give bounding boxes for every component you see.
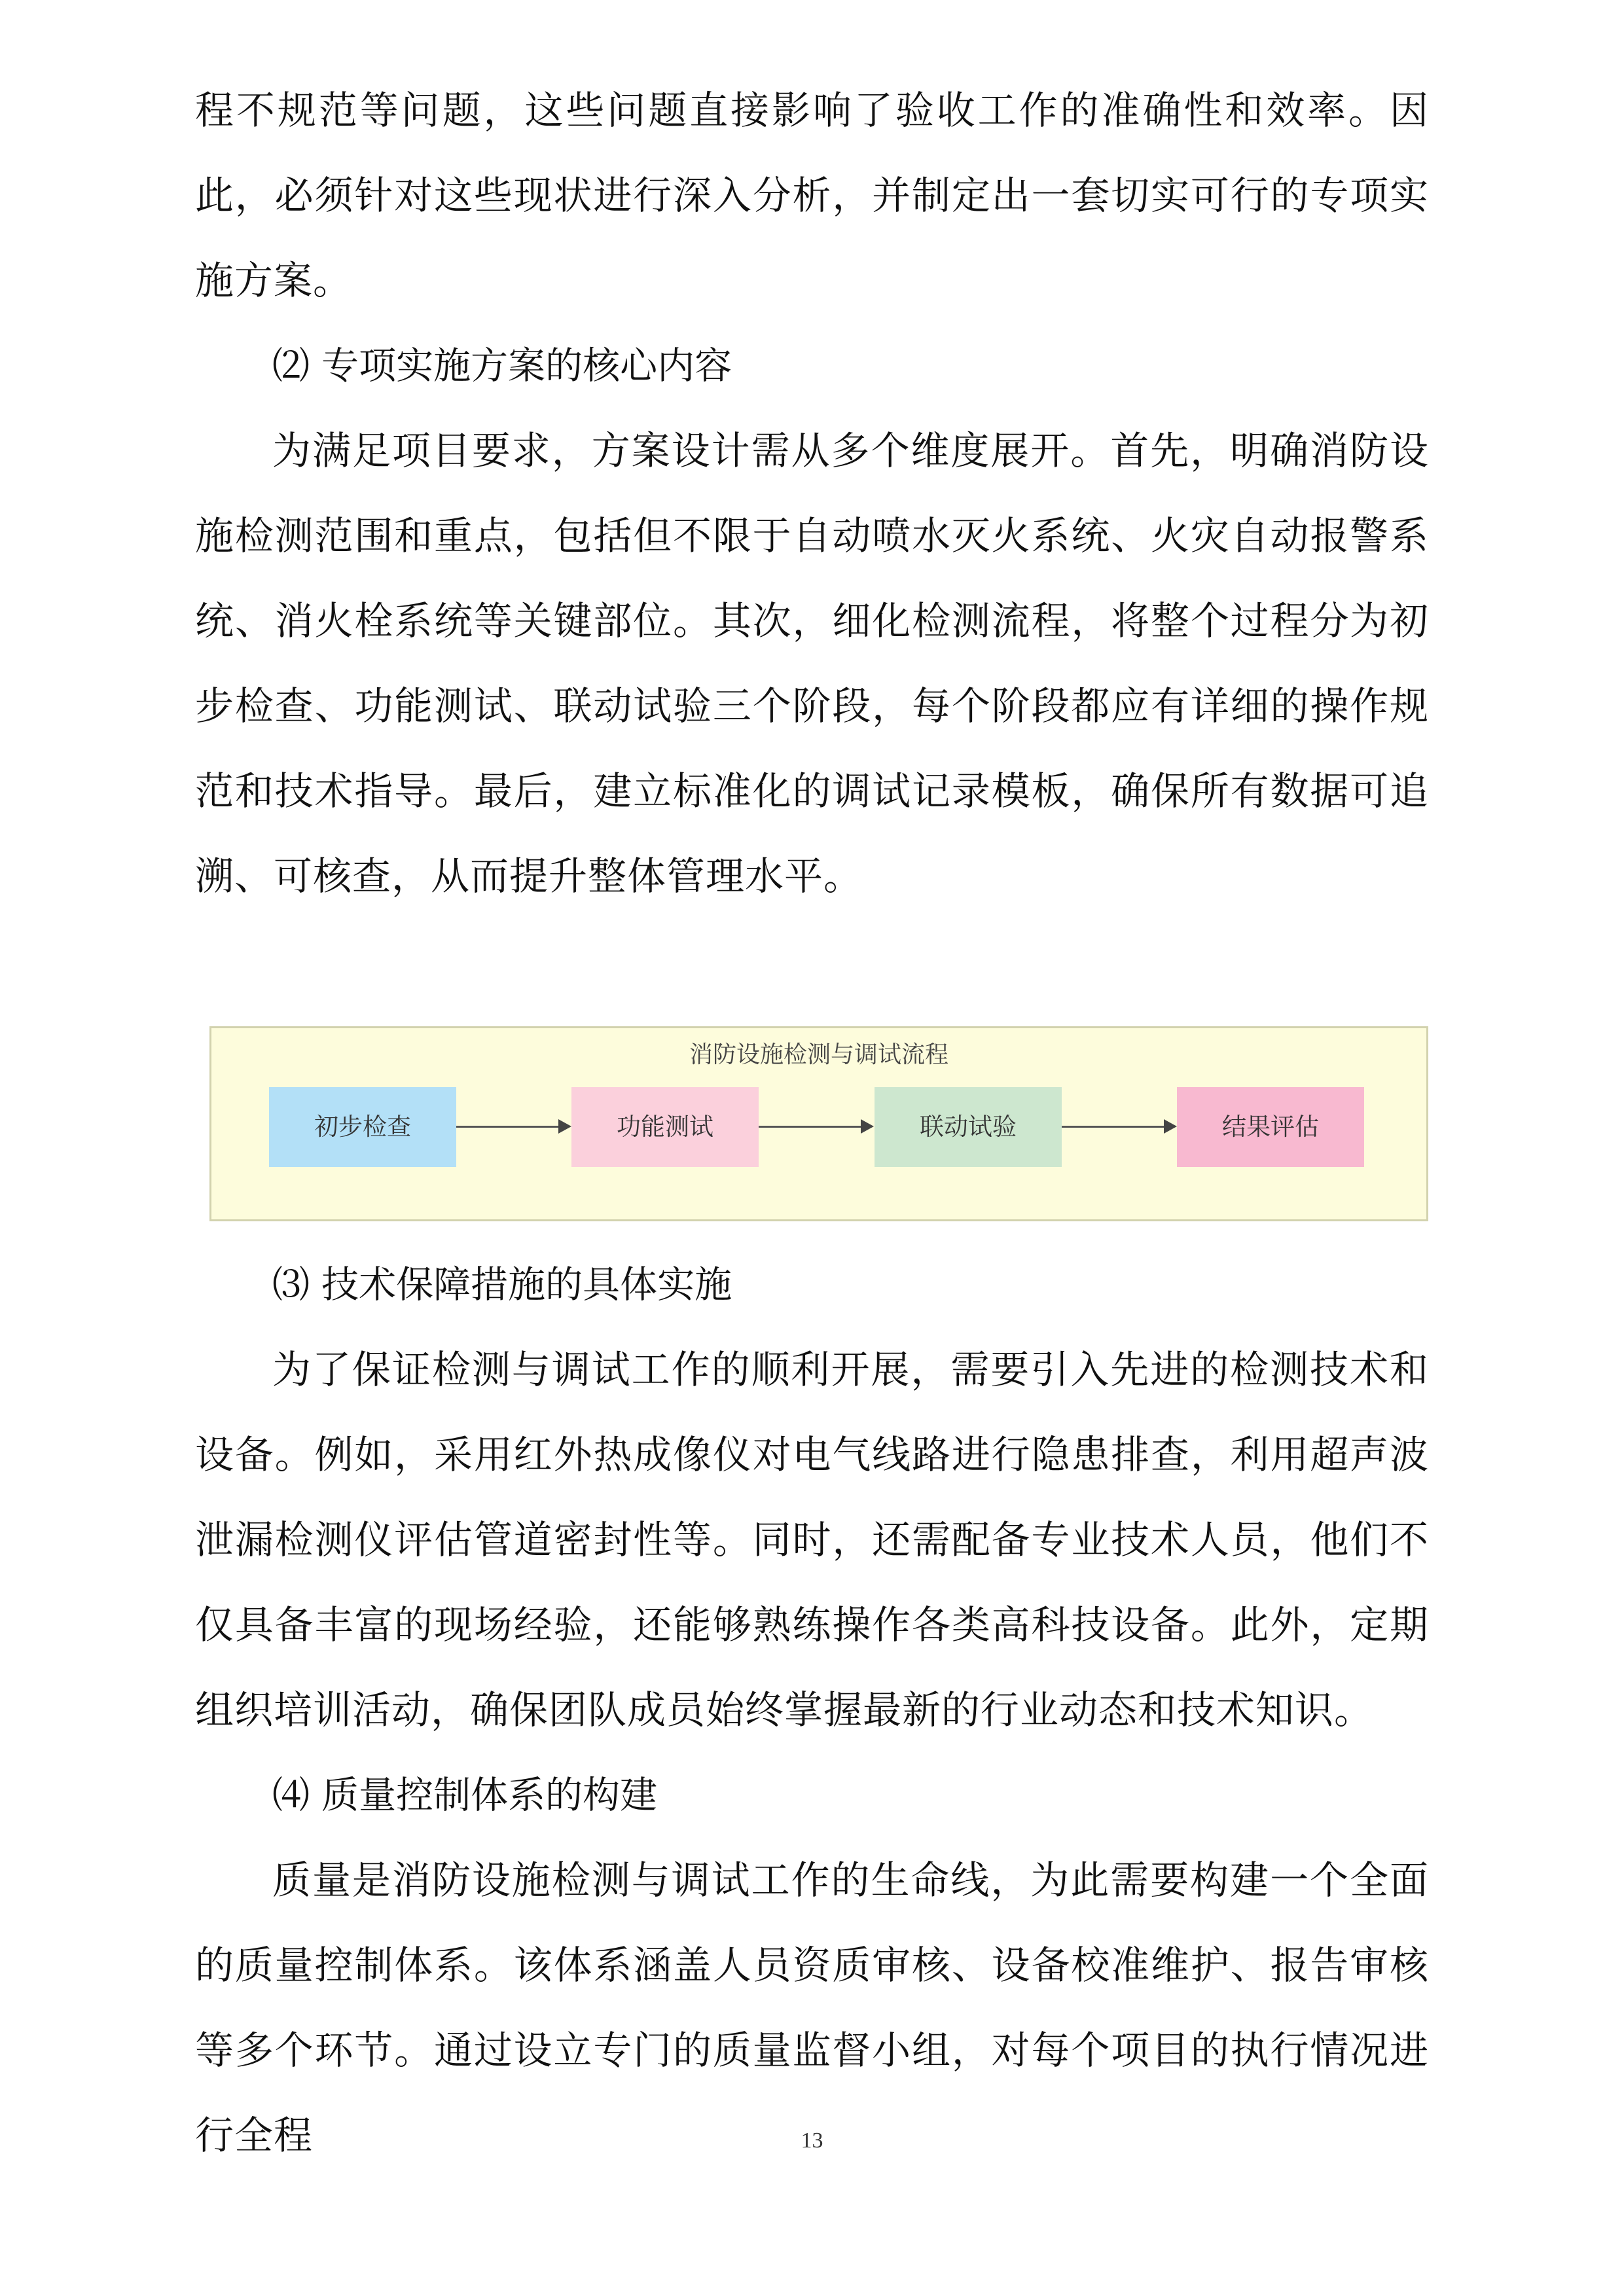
page-number: 13: [801, 2128, 823, 2153]
flowchart-title: 消防设施检测与调试流程: [689, 1041, 948, 1068]
flowchart: [209, 1026, 1428, 1221]
paragraph-core-content: 为满足项目要求，方案设计需从多个维度展开。首先，明确消防设施检测范围和重点，包括但不限于自动喷水灭火系统、火灾自动报警系统、消火栓系统等关键部位。其次，细化检测流程，将整个过程分为初步检查、功能测试、联动试验三个阶段，每个阶段都应有详细的操作规范和技术指导。最后，建立标准化的调试记录模板，确保所有数据可追溯、可核查，从而提升整体管理水平。: [195, 428, 1429, 899]
section-heading-2: ⑵ 专项实施方案的核心内容: [272, 344, 732, 387]
flow-step-initial-inspection: 初步检查: [269, 1087, 456, 1167]
flow-arrow: [456, 1126, 569, 1128]
flow-step-function-test: 功能测试: [571, 1087, 759, 1167]
paragraph-technical-measures: 为了保证检测与调试工作的顺利开展，需要引入先进的检测技术和设备。例如，采用红外热成像仪对电气线路进行隐患排查，利用超声波泄漏检测仪评估管道密封性等。同时，还需配备专业技术人员，他们不仅具备丰富的现场经验，还能够熟练操作各类高科技设备。此外，定期组织培训活动，确保团队成员始终掌握最新的行业动态和技术知识。: [195, 1347, 1429, 1732]
flow-step-linkage-test: 联动试验: [875, 1087, 1062, 1167]
flow-arrow: [1062, 1126, 1174, 1128]
flow-arrow: [759, 1126, 871, 1128]
paragraph-continuation: 程不规范等问题，这些问题直接影响了验收工作的准确性和效率。因此，必须针对这些现状进行深入分析，并制定出一套切实可行的专项实施方案。: [195, 88, 1429, 303]
section-heading-3: ⑶ 技术保障措施的具体实施: [272, 1263, 732, 1306]
section-heading-4: ⑷ 质量控制体系的构建: [272, 1774, 658, 1817]
flow-step-result-evaluation: 结果评估: [1177, 1087, 1364, 1167]
paragraph-quality-control: 质量是消防设施检测与调试工作的生命线，为此需要构建一个全面的质量控制体系。该体系涵盖人员资质审核、设备校准维护、报告审核等多个环节。通过设立专门的质量监督小组，对每个项目的执行情况进行全程: [195, 1857, 1429, 2158]
